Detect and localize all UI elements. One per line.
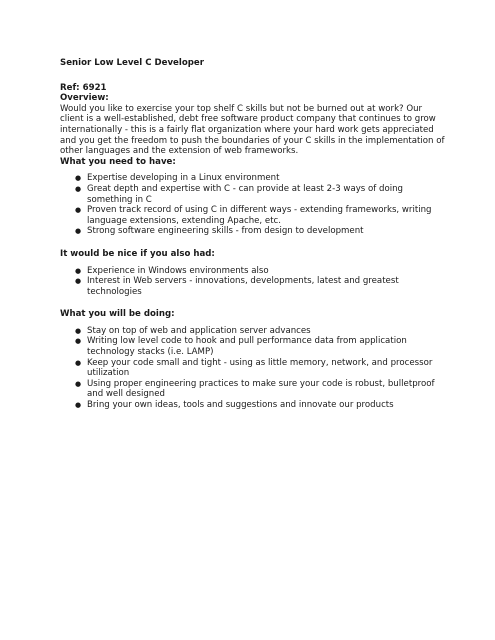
list-item-text: Proven track record of using C in different ways - extending frameworks, writing language extensions, extending Apache, etc. bbox=[87, 205, 432, 226]
list-item bbox=[75, 265, 445, 277]
list-item bbox=[75, 183, 445, 205]
responsibilities-list bbox=[60, 326, 445, 411]
bullet-icon: ● bbox=[75, 266, 82, 275]
reference-number: Ref: 6921 bbox=[60, 82, 107, 93]
list-item-text: Stay on top of web and application server advances bbox=[87, 325, 311, 336]
list-item bbox=[75, 400, 445, 411]
bullet-icon: ● bbox=[75, 174, 82, 183]
bullet-icon: ● bbox=[75, 326, 82, 335]
nice-to-have-list bbox=[60, 266, 445, 298]
list-item bbox=[75, 226, 445, 237]
responsibilities-heading: What you will be doing: bbox=[60, 309, 175, 320]
list-item bbox=[75, 378, 445, 400]
list-item-text: Using proper engineering practices to make sure your code is robust, bulletproof and well designed bbox=[87, 378, 435, 400]
overview-paragraph: Would you like to exercise your top shelf C skills but not be burned out at work? Our client is a well-established, debt free software product company that continues to grow internationally - this is a fairly flat organization where your hard work gets appreciated and you get the freedom to push the boundaries of your C skills in the implementation of other languages and the extension of web frameworks. bbox=[60, 103, 445, 157]
bullet-icon: ● bbox=[75, 184, 82, 193]
list-item bbox=[75, 276, 445, 297]
list-item-text: Keep your code small and tight - using as little memory, network, and processor utilization bbox=[87, 357, 433, 379]
list-item-text: Expertise developing in a Linux environment bbox=[87, 173, 280, 184]
bullet-icon: ● bbox=[75, 379, 82, 388]
bullet-icon: ● bbox=[75, 277, 82, 286]
list-item-text: Great depth and expertise with C - can provide at least 2-3 ways of doing something in C bbox=[87, 183, 404, 205]
bullet-icon: ● bbox=[75, 358, 82, 367]
requirements-heading: What you need to have: bbox=[60, 156, 176, 167]
overview-heading: Overview: bbox=[60, 93, 109, 104]
list-item bbox=[75, 336, 445, 358]
list-item bbox=[75, 357, 445, 379]
requirements-list bbox=[60, 173, 445, 237]
bullet-icon: ● bbox=[75, 401, 82, 410]
job-title: Senior Low Level C Developer bbox=[60, 58, 204, 68]
bullet-icon: ● bbox=[75, 206, 82, 215]
list-item-text: Interest in Web servers - innovations, developments, latest and greatest technologies bbox=[87, 276, 399, 297]
list-item bbox=[75, 325, 445, 337]
list-item bbox=[75, 173, 445, 184]
list-item-text: Writing low level code to hook and pull performance data from application technology stacks (i.e. LAMP) bbox=[87, 336, 407, 358]
list-item bbox=[75, 205, 445, 226]
nice-to-have-heading: It would be nice if you also had: bbox=[60, 248, 215, 259]
list-item-text: Bring your own ideas, tools and suggestions and innovate our products bbox=[87, 400, 394, 411]
list-item-text: Experience in Windows environments also bbox=[87, 265, 269, 276]
bullet-icon: ● bbox=[75, 227, 82, 236]
list-item-text: Strong software engineering skills - from design to development bbox=[87, 226, 364, 237]
bullet-icon: ● bbox=[75, 337, 82, 346]
